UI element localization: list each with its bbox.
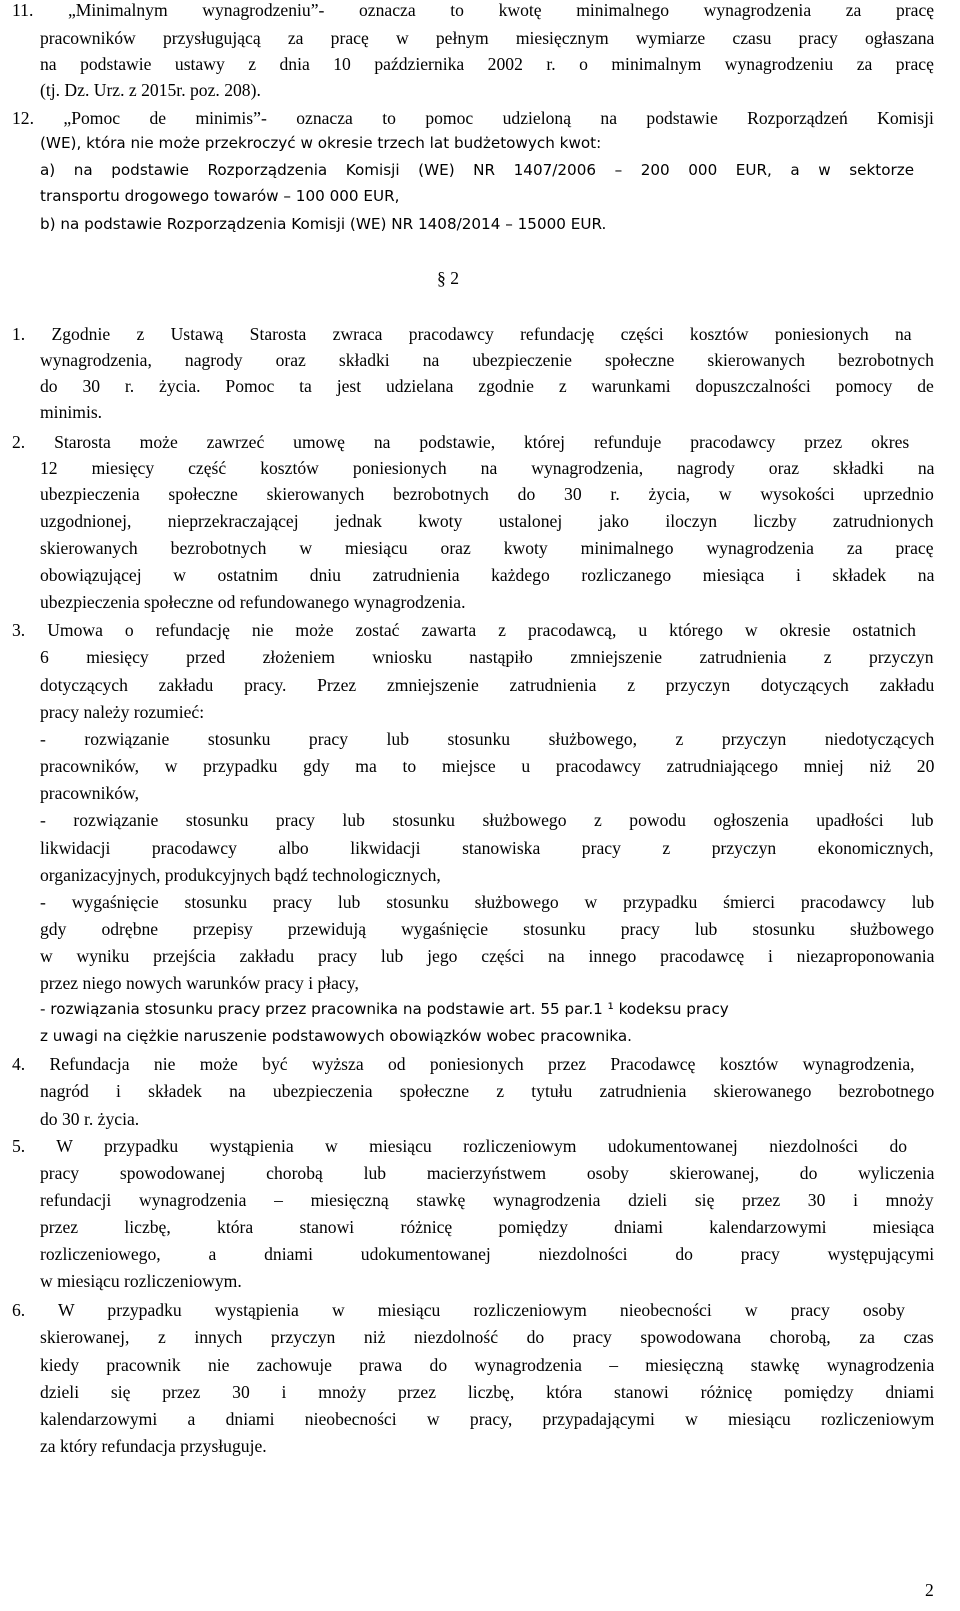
text-line: uzgodnionej, nieprzekraczającej jednak kwoty ustalonej jako iloczyn liczby zatrudnionych: [40, 511, 934, 531]
text-line: przez liczbę, która stanowi różnicę pomiędzy dniami kalendarzowymi miesiąca: [40, 1217, 935, 1237]
text-line: obowiązującej w ostatnim dniu zatrudnienia każdego rozliczanego miesiąca i składek na: [40, 565, 935, 585]
text-line: organizacyjnych, produkcyjnych bądź technologicznych,: [40, 865, 441, 885]
text-line: skierowanej, z innych przyczyn niż niezdolność do pracy spowodowana chorobą, za czas: [40, 1327, 934, 1347]
text-line: kiedy pracownik nie zachowuje prawa do wynagrodzenia – miesięczną stawkę wynagrodzenia: [40, 1355, 935, 1375]
text-line: za który refundacja przysługuje.: [40, 1436, 267, 1456]
text-line: pracy należy rozumieć:: [40, 702, 205, 722]
text-line: dzieli się przez 30 i mnoży przez liczbę, która stanowi różnicę pomiędzy dniami: [40, 1382, 935, 1402]
text-line: nagród i składek na ubezpieczenia społeczne z tytułu zatrudnienia skierowanego bezrobotnego: [40, 1081, 935, 1101]
text-line: pracowników,: [40, 783, 140, 803]
text-line: a) na podstawie Rozporządzenia Komisji (WE) NR 1407/2006 – 200 000 EUR, a w sektorze: [40, 161, 915, 179]
text-line: 5. W przypadku wystąpienia w miesiącu rozliczeniowym udokumentowanej niezdolności do: [12, 1136, 908, 1156]
text-line: ubezpieczenia społeczne skierowanych bezrobotnych do 30 r. życia, w wysokości uprzednio: [40, 484, 934, 504]
text-line: dotyczących zakładu pracy. Przez zmniejszenie zatrudnienia z przyczyn dotyczących zakładu: [40, 675, 935, 695]
text-line: 12 miesięcy część kosztów poniesionych na wynagrodzenia, nagrody oraz składki na: [40, 458, 935, 478]
text-line: - wygaśnięcie stosunku pracy lub stosunku służbowego w przypadku śmierci pracodawcy lub: [40, 892, 935, 912]
text-line: pracowników przysługującą za pracę w pełnym miesięcznym wymiarze czasu pracy ogłaszana: [40, 28, 935, 48]
text-line: transportu drogowego towarów – 100 000 EUR,: [40, 187, 400, 205]
page-number: 2: [925, 1580, 934, 1600]
text-line: likwidacji pracodawcy albo likwidacji stanowiska pracy z przyczyn ekonomicznych,: [40, 838, 934, 858]
text-line: 4. Refundacja nie może być wyższa od poniesionych przez Pracodawcę kosztów wynagrodzenia,: [12, 1054, 915, 1074]
text-line: 6. W przypadku wystąpienia w miesiącu rozliczeniowym nieobecności w pracy osoby: [12, 1300, 905, 1320]
text-line: minimis.: [40, 402, 103, 422]
text-line: 2. Starosta może zawrzeć umowę na podstawie, której refunduje pracodawcy przez okres: [12, 432, 910, 452]
text-line: 3. Umowa o refundację nie może zostać zawarta z pracodawcą, u którego w okresie ostatnich: [12, 620, 916, 640]
text-line: skierowanych bezrobotnych w miesiącu oraz kwoty minimalnego wynagrodzenia za pracę: [40, 538, 934, 558]
text-line: - rozwiązanie stosunku pracy lub stosunku służbowego, z przyczyn niedotyczących: [40, 729, 935, 749]
text-line: w wyniku przejścia zakładu pracy lub jego części na innego pracodawcę i niezaproponowania: [40, 946, 935, 966]
text-line: (WE), która nie może przekroczyć w okresie trzech lat budżetowych kwot:: [40, 134, 602, 152]
text-line: pracowników, w przypadku gdy ma to miejsce u pracodawcy zatrudniającego mniej niż 20: [40, 756, 935, 776]
text-line: kalendarzowymi a dniami nieobecności w pracy, przypadającymi w miesiącu rozliczeniowym: [40, 1409, 935, 1429]
text-line: (tj. Dz. Urz. z 2015r. poz. 208).: [40, 80, 261, 100]
text-line: - rozwiązanie stosunku pracy lub stosunku służbowego z powodu ogłoszenia upadłości lub: [40, 810, 934, 830]
text-line: 11. „Minimalnym wynagrodzeniu”- oznacza to kwotę minimalnego wynagrodzenia za pracę: [12, 0, 935, 20]
text-line: 12. „Pomoc de minimis”- oznacza to pomoc udzieloną na podstawie Rozporządzeń Komisji: [12, 108, 934, 128]
section-heading: § 2: [437, 268, 459, 288]
text-line: do 30 r. życia. Pomoc ta jest udzielana zgodnie z warunkami dopuszczalności pomocy de: [40, 376, 934, 396]
text-line: b) na podstawie Rozporządzenia Komisji (WE) NR 1408/2014 – 15000 EUR.: [40, 215, 607, 233]
text-line: rozliczeniowego, a dniami udokumentowanej niezdolności do pracy występującymi: [40, 1244, 935, 1264]
text-line: refundacji wynagrodzenia – miesięczną stawkę wynagrodzenia dzieli się przez 30 i mnoży: [40, 1190, 934, 1210]
text-line: z uwagi na ciężkie naruszenie podstawowych obowiązków wobec pracownika.: [40, 1027, 632, 1045]
text-line: do 30 r. życia.: [40, 1109, 140, 1129]
text-line: pracy spowodowanej chorobą lub macierzyństwem osoby skierowanej, do wyliczenia: [40, 1163, 935, 1183]
text-line: - rozwiązania stosunku pracy przez pracownika na podstawie art. 55 par.1 ¹ kodeksu pracy: [40, 1000, 729, 1018]
text-line: ubezpieczenia społeczne od refundowanego wynagrodzenia.: [40, 592, 466, 612]
text-line: gdy odrębne przepisy przewidują wygaśnięcie stosunku pracy lub stosunku służbowego: [40, 919, 935, 939]
text-line: przez niego nowych warunków pracy i płacy,: [40, 973, 359, 993]
text-line: 6 miesięcy przed złożeniem wniosku nastąpiło zmniejszenie zatrudnienia z przyczyn: [40, 647, 934, 667]
text-line: 1. Zgodnie z Ustawą Starosta zwraca pracodawcy refundację części kosztów poniesionych na: [12, 324, 912, 344]
text-line: w miesiącu rozliczeniowym.: [40, 1271, 242, 1291]
text-line: wynagrodzenia, nagrody oraz składki na ubezpieczenie społeczne skierowanych bezrobotnych: [40, 350, 934, 370]
text-line: na podstawie ustawy z dnia 10 października 2002 r. o minimalnym wynagrodzeniu za pracę: [40, 54, 934, 74]
